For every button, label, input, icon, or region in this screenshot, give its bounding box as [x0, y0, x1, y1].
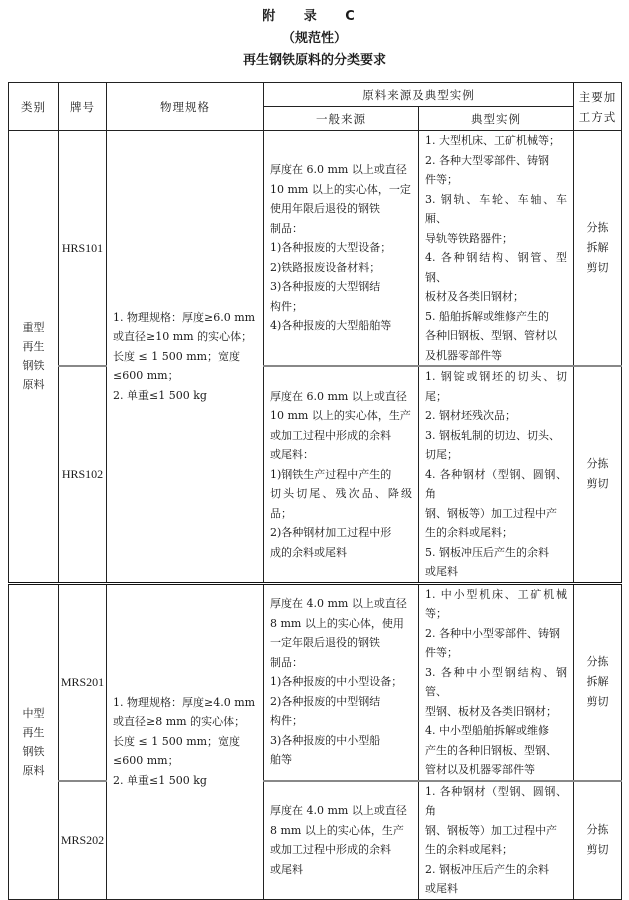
typical-examples-cell	[419, 781, 574, 900]
text-line: 再生	[22, 725, 45, 739]
text-line: 钢铁	[22, 359, 45, 373]
header-source-group: 原料来源及典型实例	[264, 83, 574, 107]
text-line: 导轨等铁路器件；	[425, 231, 513, 245]
text-line: 件等；	[425, 173, 458, 186]
text-line: 管材以及机器零部件等	[425, 763, 535, 776]
text-line: 厚度在 4.0 mm 以上或直径	[270, 804, 407, 817]
typical-examples-cell	[419, 131, 574, 367]
general-source-cell	[264, 583, 419, 781]
text-line: 5. 船舶拆解或维修产生的	[425, 309, 549, 323]
text-line: 再生	[22, 340, 45, 354]
text-line: 钢铁	[22, 744, 45, 758]
text-line: 1)钢铁生产过程中产生的	[270, 467, 392, 481]
text-line: 板材及各类旧钢材；	[425, 290, 524, 303]
text-line: 构件；	[270, 299, 303, 313]
text-line: ≤600 mm；	[113, 369, 179, 382]
text-line: 3. 各种中小型钢结构、钢管、	[425, 665, 567, 698]
text-line: 产生的各种旧钢板、型钢、	[425, 743, 557, 757]
text-line: 制品：	[270, 655, 303, 669]
text-line: 剪切	[586, 843, 609, 856]
text-line: 3)各种报废的中小型船	[270, 733, 381, 747]
normative-label: （规范性）	[281, 31, 347, 46]
code-cell: HRS102	[59, 366, 107, 583]
header-code: 牌号	[59, 83, 107, 131]
processing-cell	[574, 781, 622, 900]
text-line: 剪切	[586, 695, 609, 708]
general-source-cell	[264, 781, 419, 900]
header-processing: 主要加 工方式	[574, 83, 622, 131]
text-line: 厚度在 6.0 mm 以上或直径	[270, 389, 407, 403]
text-line: 中型	[22, 706, 45, 720]
text-line: 2)各种报废的中型钢结	[270, 694, 381, 708]
processing-cell	[574, 583, 622, 781]
category-cell	[9, 131, 59, 584]
text-line: 1. 物理规格：厚度≥4.0 mm	[113, 695, 256, 709]
text-line: 4. 各种钢结构、钢管、型钢、	[425, 251, 567, 284]
text-line: 1. 物理规格：厚度≥6.0 mm	[113, 310, 256, 324]
text-line: 或尾料	[425, 565, 458, 578]
header-typical-examples: 典型实例	[419, 107, 574, 131]
text-line: 1. 各种钢材（型钢、圆钢、角	[425, 784, 567, 817]
text-line: 或直径≥8 mm 的实心体；	[113, 715, 246, 729]
text-line: 钢、钢板等）加工过程中产	[425, 506, 557, 520]
text-line: 生的余料或尾料；	[425, 526, 513, 539]
text-line: 长度 ≤ 1 500 mm；宽度	[113, 734, 241, 748]
text-line: 1. 大型机床、工矿机械等；	[425, 134, 560, 147]
text-line: 3)各种报废的大型钢结	[270, 280, 381, 294]
processing-cell	[574, 131, 622, 367]
text-line: 切尾；	[425, 448, 458, 461]
text-line: 1)各种报废的大型设备；	[270, 241, 392, 255]
text-line: 长度 ≤ 1 500 mm；宽度	[113, 349, 241, 363]
text-line: 拆解	[586, 675, 609, 688]
text-line: 型钢、板材及各类旧钢材；	[425, 704, 557, 718]
text-line: 剪切	[586, 477, 609, 491]
table-row	[9, 131, 622, 367]
header-physical-spec: 物理规格	[107, 83, 264, 131]
text-line: 4. 中小型船舶拆解或维修	[425, 724, 549, 737]
category-cell	[9, 583, 59, 899]
text-line: 8 mm 以上的实心体，使用	[270, 616, 404, 630]
text-line: 或尾料	[270, 862, 303, 876]
text-line: 分拣	[586, 221, 609, 234]
text-line: 2. 单重≤1 500 kg	[113, 773, 207, 787]
text-line: 或尾料：	[270, 448, 314, 461]
physical-spec-cell	[107, 583, 264, 899]
text-line: 制品：	[270, 221, 303, 235]
text-line: 10 mm 以上的实心体，一定	[270, 182, 411, 196]
classification-table	[8, 82, 622, 900]
text-line: 厚度在 4.0 mm 以上或直径	[270, 597, 407, 611]
text-line: 件等；	[425, 646, 458, 659]
appendix-label: 附 录 C	[262, 9, 367, 24]
text-line: 3. 钢轨、车轮、车轴、车厢、	[425, 192, 567, 225]
text-line: 5. 钢板冲压后产生的余料	[425, 545, 549, 559]
text-line: 3. 钢板轧制的切边、切头、	[425, 428, 560, 442]
physical-spec-cell	[107, 131, 264, 584]
header-general-source: 一般来源	[264, 107, 419, 131]
general-source-cell	[264, 131, 419, 367]
text-line: 各种旧钢板、型钢、管材以	[425, 329, 557, 342]
text-line: 2. 各种大型零部件、铸钢	[425, 153, 549, 167]
text-line: 2)铁路报废设备材料；	[270, 260, 381, 274]
typical-examples-cell	[419, 366, 574, 583]
text-line: 原料	[22, 763, 45, 777]
code-cell: MRS201	[59, 583, 107, 781]
text-line: 生的余料或尾料；	[425, 843, 513, 856]
text-line: 8 mm 以上的实心体，生产	[270, 823, 404, 837]
page-title: 再生钢铁原料的分类要求	[242, 53, 386, 68]
document-header	[0, 6, 629, 72]
text-line: 2. 单重≤1 500 kg	[113, 388, 207, 402]
text-line: 2. 各种中小型零部件、铸钢	[425, 626, 560, 640]
typical-examples-cell	[419, 583, 574, 781]
text-line: 或加工过程中形成的余料	[270, 843, 391, 856]
text-line: 厚度在 6.0 mm 以上或直径	[270, 163, 407, 177]
text-line: 钢、钢板等）加工过程中产	[425, 823, 557, 837]
general-source-cell	[264, 366, 419, 583]
text-line: 剪切	[586, 261, 609, 274]
text-line: 1. 中小型机床、工矿机械等；	[425, 587, 567, 620]
text-line: 切头切尾、残次品、降级品；	[270, 487, 412, 520]
text-line: 或加工过程中形成的余料	[270, 428, 391, 442]
text-line: ≤600 mm；	[113, 754, 179, 768]
text-line: 分拣	[586, 823, 609, 836]
text-line: 4. 各种钢材（型钢、圆钢、角	[425, 467, 567, 500]
text-line: 一定年限后退役的钢铁	[270, 636, 380, 650]
code-cell: MRS202	[59, 781, 107, 900]
table-row	[9, 366, 622, 583]
text-line: 1)各种报废的中小型设备；	[270, 675, 403, 689]
code-cell: HRS101	[59, 131, 107, 367]
text-line: 2. 钢板冲压后产生的余料	[425, 862, 549, 876]
text-line: 或直径≥10 mm 的实心体；	[113, 330, 253, 343]
text-line: 使用年限后退役的钢铁	[270, 202, 380, 216]
text-line: 2)各种钢材加工过程中形	[270, 526, 392, 539]
text-line: 舶等	[270, 753, 292, 767]
header-category: 类别	[9, 83, 59, 131]
table-row	[9, 781, 622, 900]
text-line: 4)各种报废的大型船舶等	[270, 319, 392, 333]
text-line: 分拣	[586, 655, 609, 668]
text-line: 原料	[22, 378, 45, 392]
text-line: 分拣	[586, 457, 609, 471]
text-line: 构件；	[270, 714, 303, 728]
text-line: 1. 钢锭或钢坯的切头、切尾；	[425, 370, 567, 403]
processing-cell	[574, 366, 622, 583]
text-line: 或尾料	[425, 882, 458, 895]
text-line: 及机器零部件等	[425, 348, 502, 362]
text-line: 重型	[22, 321, 45, 335]
table-row	[9, 583, 622, 781]
text-line: 10 mm 以上的实心体，生产	[270, 409, 411, 422]
text-line: 成的余料或尾料	[270, 545, 347, 559]
text-line: 拆解	[586, 241, 609, 254]
text-line: 2. 钢材坯残次品；	[425, 409, 516, 422]
